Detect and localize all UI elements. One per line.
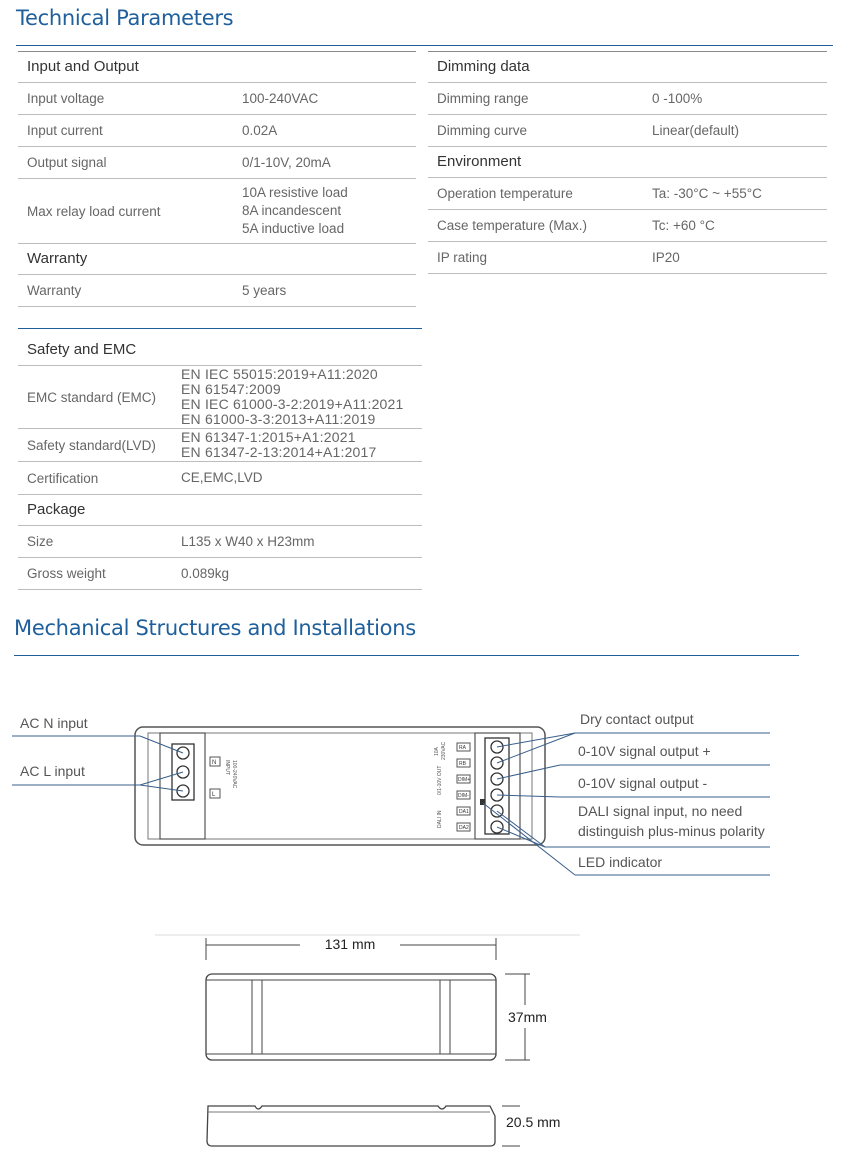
- row-label: Input current: [27, 123, 103, 138]
- row-label: Size: [27, 534, 54, 549]
- row-label: Input voltage: [27, 91, 105, 106]
- label-ac-n-input: AC N input: [20, 715, 88, 731]
- row-value: [652, 185, 762, 203]
- row-value-line: EN 61347-1:2015+A1:2021: [181, 429, 356, 445]
- row-value: [652, 122, 739, 140]
- row-value-line: Linear(default): [652, 122, 740, 138]
- row-value-line: 8A incandescent: [242, 203, 342, 218]
- row-value-line: IP20: [652, 249, 680, 265]
- row-value: [242, 154, 331, 172]
- row-label: Warranty: [27, 283, 82, 298]
- row-value-line: 100-240VAC: [242, 90, 319, 106]
- dali-in-text: DALI IN: [437, 810, 443, 828]
- dimension-width: 37mm: [508, 1009, 547, 1025]
- technical-title-rule: [16, 45, 833, 46]
- table-row: [18, 366, 422, 429]
- technical-title: Technical Parameters: [16, 6, 234, 30]
- top-view: [206, 938, 530, 1060]
- terminal-dim-minus-label: DIM-: [458, 793, 469, 799]
- row-value-line: 0/1-10V, 20mA: [242, 154, 331, 170]
- row-label: EMC standard (EMC): [27, 389, 157, 405]
- row-label: Certification: [27, 470, 99, 486]
- row-value: [242, 122, 277, 140]
- row-label: IP rating: [437, 250, 488, 265]
- section-package-title: Package: [18, 495, 422, 526]
- dimension-height: 20.5 mm: [506, 1114, 561, 1130]
- row-value-line: EN 61547:2009: [181, 381, 281, 397]
- row-value-line: 0 -100%: [652, 90, 703, 106]
- label-dali-input-line1: DALI signal input, no need: [578, 803, 743, 819]
- row-value-line: EN 61000-3-3:2013+A11:2019: [181, 411, 376, 427]
- row-value: [652, 217, 715, 235]
- mechanical-title: Mechanical Structures and Installations: [14, 616, 416, 640]
- section-environment-title: Environment: [428, 147, 827, 178]
- table-row: [18, 558, 422, 590]
- table-dimming: [428, 51, 827, 274]
- row-value: [242, 184, 348, 238]
- row-value-line: 10A resistive load: [242, 185, 348, 200]
- row-value-line: EN IEC 55015:2019+A11:2020: [181, 366, 378, 382]
- label-ac-l-input: AC L input: [20, 763, 85, 779]
- side-view: [207, 1106, 520, 1146]
- row-value: [181, 565, 229, 583]
- row-value-line: 5 years: [242, 282, 287, 298]
- row-value: [652, 249, 680, 267]
- label-dali-input-line2: distinguish plus-minus polarity: [578, 823, 765, 839]
- row-label: Max relay load current: [27, 203, 161, 219]
- table-row: [18, 462, 422, 495]
- row-label: Output signal: [27, 155, 107, 170]
- row-label: Operation temperature: [437, 186, 573, 201]
- label-dry-contact-output: Dry contact output: [580, 711, 694, 727]
- label-signal-output-plus: 0-10V signal output +: [578, 743, 711, 759]
- row-value-line: L135 x W40 x H23mm: [181, 533, 315, 549]
- table-row: [18, 429, 422, 462]
- row-value: [652, 90, 702, 108]
- row-label: Dimming range: [437, 91, 529, 106]
- right-terminal-block: [485, 738, 509, 834]
- terminal-l-label: L: [212, 792, 216, 798]
- row-value-line: EN 61347-2-13:2014+A1:2017: [181, 444, 377, 460]
- row-label: Gross weight: [27, 566, 106, 581]
- table-input-output: [18, 51, 416, 307]
- terminal-da1-label: DA1: [459, 809, 469, 815]
- row-value: [181, 430, 377, 460]
- row-value-line: CE,EMC,LVD: [181, 470, 263, 485]
- row-value: [242, 90, 318, 108]
- table-row: [18, 179, 416, 244]
- row-value: [242, 282, 286, 300]
- dimension-length: 131 mm: [324, 936, 376, 952]
- table-row: [18, 83, 416, 115]
- table-row: [18, 275, 416, 307]
- table-row: [428, 115, 827, 147]
- table-row: [18, 147, 416, 179]
- dimension-drawing: [0, 930, 855, 1170]
- row-label: Safety standard(LVD): [27, 437, 156, 453]
- row-value-line: Ta: -30°C ~ +55°C: [652, 185, 762, 201]
- section-input-output-title: Input and Output: [18, 52, 416, 83]
- terminal-n-label: N: [212, 760, 217, 766]
- row-value: [181, 367, 404, 427]
- table-row: [428, 83, 827, 115]
- dim-out-text: 0/1-10V OUT: [437, 765, 443, 795]
- row-value-line: 0.089kg: [181, 565, 230, 581]
- relay-voltage-text: 230VAC: [441, 741, 447, 760]
- section-warranty-title: Warranty: [18, 244, 416, 275]
- wiring-diagram: [0, 700, 855, 900]
- terminal-ra-label: RA: [459, 745, 466, 751]
- input-voltage-text: 100-240VAC: [231, 760, 237, 789]
- row-value-line: 0.02A: [242, 122, 278, 138]
- device-body: [135, 727, 545, 845]
- input-text: INPUT: [224, 760, 230, 775]
- section-safety-title: Safety and EMC: [18, 335, 422, 366]
- row-value-line: 5A inductive load: [242, 221, 345, 236]
- label-signal-output-minus: 0-10V signal output -: [578, 775, 708, 791]
- section-dimming-title: Dimming data: [428, 52, 827, 83]
- row-label: Dimming curve: [437, 123, 528, 138]
- table-row: [428, 178, 827, 210]
- terminal-dim-plus-label: DIM+: [458, 777, 471, 783]
- table-row: [428, 242, 827, 274]
- row-label: Case temperature (Max.): [437, 218, 588, 233]
- row-value: [181, 469, 263, 487]
- table-row: [18, 526, 422, 558]
- row-value-line: EN IEC 61000-3-2:2019+A11:2021: [181, 396, 404, 412]
- table-row: [428, 210, 827, 242]
- terminal-rb-label: RB: [459, 761, 466, 767]
- table-safety: [18, 328, 422, 590]
- mechanical-title-rule: [14, 655, 799, 656]
- terminal-da2-label: DA2: [459, 825, 469, 831]
- row-value: [181, 533, 315, 551]
- table-row: [18, 115, 416, 147]
- row-value-line: Tc: +60 °C: [652, 217, 715, 233]
- label-led-indicator: LED indicator: [578, 854, 663, 870]
- relay-rating-text: 10A: [434, 747, 440, 756]
